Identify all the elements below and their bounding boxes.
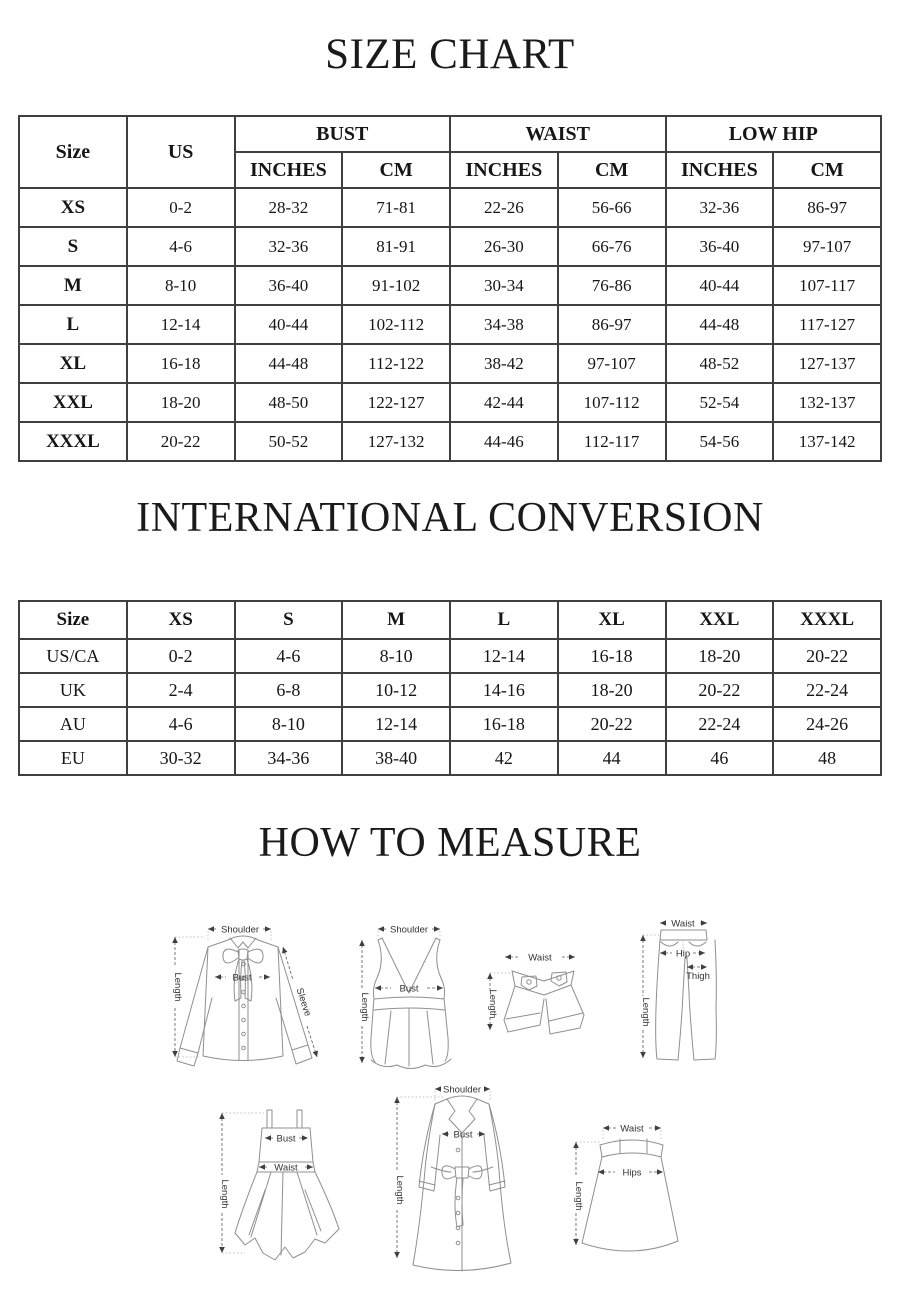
table-cell: 48-52	[666, 344, 774, 383]
table-cell: 12-14	[342, 707, 450, 741]
table-cell: 12-14	[450, 639, 558, 673]
table-cell: 22-26	[450, 188, 558, 227]
table-cell: 30-32	[127, 741, 235, 775]
table-cell: 107-117	[773, 266, 881, 305]
coat-length-label: Length	[394, 1175, 405, 1205]
table-cell: 132-137	[773, 383, 881, 422]
table-cell: 0-2	[127, 639, 235, 673]
column-group-waist: WAIST	[450, 116, 666, 152]
unit-header: INCHES	[450, 152, 558, 188]
table-cell: 10-12	[342, 673, 450, 707]
table-cell: 14-16	[450, 673, 558, 707]
table-cell: 81-91	[342, 227, 450, 266]
table-cell: 30-34	[450, 266, 558, 305]
pants-measurements	[640, 919, 710, 1059]
table-row	[19, 422, 881, 461]
table-cell: 4-6	[127, 227, 235, 266]
pants-thigh-label: Thigh	[686, 971, 710, 982]
dress-waist-label: Waist	[274, 1162, 298, 1174]
shorts-waist-label: Waist	[528, 952, 552, 964]
table-cell: 28-32	[235, 188, 343, 227]
table-cell: 18-20	[666, 639, 774, 673]
size-chart-title: SIZE CHART	[325, 31, 575, 78]
size-label: XXL	[19, 383, 127, 422]
table-cell: 16-18	[127, 344, 235, 383]
table-cell: 4-6	[127, 707, 235, 741]
table-cell: 48-50	[235, 383, 343, 422]
size-label: M	[19, 266, 127, 305]
table-cell: 8-10	[342, 639, 450, 673]
unit-header: CM	[773, 152, 881, 188]
table-cell: 38-40	[342, 741, 450, 775]
table-row	[19, 639, 881, 673]
table-cell: 24-26	[773, 707, 881, 741]
table-cell: 86-97	[558, 305, 666, 344]
table-cell: 112-122	[342, 344, 450, 383]
table-cell: 18-20	[127, 383, 235, 422]
column-header-us: US	[127, 116, 235, 188]
table-cell: 44-46	[450, 422, 558, 461]
region-label: EU	[19, 741, 127, 775]
blouse-sleeve-label: Sleeve	[293, 986, 314, 1018]
table-cell: 97-107	[558, 344, 666, 383]
table-row	[19, 116, 881, 152]
table-row	[19, 188, 881, 227]
table-cell: 54-56	[666, 422, 774, 461]
table-cell: 32-36	[235, 227, 343, 266]
table-cell: 4-6	[235, 639, 343, 673]
pants-length-label: Length	[640, 997, 651, 1027]
blouse-figure	[160, 898, 330, 1075]
tank-top-figure	[355, 898, 460, 1073]
table-cell: 34-38	[450, 305, 558, 344]
table-cell: 112-117	[558, 422, 666, 461]
table-cell: 50-52	[235, 422, 343, 461]
dress-measurements	[219, 1113, 313, 1253]
tank-length-label: Length	[359, 992, 370, 1022]
blouse-bust-label: Bust	[232, 972, 252, 984]
size-chart-table	[18, 115, 882, 462]
table-cell: 66-76	[558, 227, 666, 266]
table-cell: 71-81	[342, 188, 450, 227]
table-cell: 56-66	[558, 188, 666, 227]
size-label: L	[19, 305, 127, 344]
table-cell: 8-10	[127, 266, 235, 305]
column-header: XXXL	[773, 601, 881, 639]
table-row	[19, 673, 881, 707]
region-label: US/CA	[19, 639, 127, 673]
unit-header: INCHES	[666, 152, 774, 188]
region-label: AU	[19, 707, 127, 741]
table-cell: 48	[773, 741, 881, 775]
table-cell: 44-48	[235, 344, 343, 383]
table-cell: 76-86	[558, 266, 666, 305]
size-table-header	[19, 116, 881, 188]
column-group-lowhip: LOW HIP	[666, 116, 882, 152]
table-row	[19, 344, 881, 383]
shorts-figure	[478, 925, 603, 1043]
table-row	[19, 266, 881, 305]
skirt-length-label: Length	[573, 1181, 584, 1211]
table-cell: 32-36	[666, 188, 774, 227]
dress-figure	[215, 1095, 350, 1265]
table-cell: 26-30	[450, 227, 558, 266]
table-cell: 44-48	[666, 305, 774, 344]
table-cell: 97-107	[773, 227, 881, 266]
table-cell: 122-127	[342, 383, 450, 422]
table-cell: 6-8	[235, 673, 343, 707]
table-cell: 2-4	[127, 673, 235, 707]
column-header: XL	[558, 601, 666, 639]
unit-header: INCHES	[235, 152, 343, 188]
coat-outline-drawing	[413, 1096, 511, 1271]
table-cell: 46	[666, 741, 774, 775]
table-cell: 40-44	[666, 266, 774, 305]
unit-header: CM	[342, 152, 450, 188]
table-row	[19, 227, 881, 266]
unit-header: CM	[558, 152, 666, 188]
table-cell: 102-112	[342, 305, 450, 344]
skirt-figure	[565, 1105, 690, 1265]
column-header: XS	[127, 601, 235, 639]
table-cell: 20-22	[558, 707, 666, 741]
table-row	[19, 383, 881, 422]
column-header: XXL	[666, 601, 774, 639]
table-cell: 18-20	[558, 673, 666, 707]
table-cell: 20-22	[127, 422, 235, 461]
table-cell: 20-22	[773, 639, 881, 673]
table-cell: 127-132	[342, 422, 450, 461]
conversion-table	[18, 600, 882, 776]
table-cell: 38-42	[450, 344, 558, 383]
table-row	[19, 305, 881, 344]
how-to-measure-title: HOW TO MEASURE	[258, 820, 642, 866]
column-header-size: Size	[19, 116, 127, 188]
coat-bust-label: Bust	[453, 1129, 473, 1141]
table-cell: 42	[450, 741, 558, 775]
pants-waist-label: Waist	[671, 918, 695, 930]
table-cell: 22-24	[773, 673, 881, 707]
region-label: UK	[19, 673, 127, 707]
tank-bust-label: Bust	[399, 983, 419, 995]
coat-figure	[385, 1075, 520, 1275]
column-header: Size	[19, 601, 127, 639]
size-label: S	[19, 227, 127, 266]
pants-hip-label: Hip	[675, 948, 691, 960]
table-row	[19, 601, 881, 639]
column-header: M	[342, 601, 450, 639]
table-cell: 20-22	[666, 673, 774, 707]
skirt-hips-label: Hips	[622, 1167, 642, 1179]
coat-shoulder-label: Shoulder	[442, 1084, 482, 1096]
size-label: XL	[19, 344, 127, 383]
table-cell: 117-127	[773, 305, 881, 344]
blouse-shoulder-label: Shoulder	[220, 924, 260, 936]
table-cell: 107-112	[558, 383, 666, 422]
table-cell: 8-10	[235, 707, 343, 741]
skirt-waist-label: Waist	[620, 1123, 644, 1135]
table-cell: 16-18	[558, 639, 666, 673]
table-cell: 40-44	[235, 305, 343, 344]
skirt-outline-drawing	[582, 1139, 678, 1251]
pants-figure	[630, 898, 725, 1070]
shorts-outline-drawing	[504, 971, 584, 1034]
table-cell: 44	[558, 741, 666, 775]
dress-length-label: Length	[219, 1179, 230, 1209]
column-header: L	[450, 601, 558, 639]
table-cell: 34-36	[235, 741, 343, 775]
table-cell: 22-24	[666, 707, 774, 741]
blouse-length-label: Length	[172, 972, 183, 1002]
column-group-bust: BUST	[235, 116, 451, 152]
table-cell: 16-18	[450, 707, 558, 741]
tank-top-outline-drawing	[371, 938, 451, 1069]
size-label: XXXL	[19, 422, 127, 461]
dress-outline-drawing	[235, 1110, 339, 1260]
table-cell: 127-137	[773, 344, 881, 383]
table-cell: 36-40	[666, 227, 774, 266]
blouse-outline-drawing	[177, 936, 312, 1066]
conversion-title: INTERNATIONAL CONVERSION	[136, 495, 764, 541]
table-cell: 36-40	[235, 266, 343, 305]
table-cell: 86-97	[773, 188, 881, 227]
size-label: XS	[19, 188, 127, 227]
table-cell: 12-14	[127, 305, 235, 344]
tank-shoulder-label: Shoulder	[389, 924, 429, 936]
table-cell: 0-2	[127, 188, 235, 227]
table-row	[19, 741, 881, 775]
table-cell: 52-54	[666, 383, 774, 422]
table-cell: 42-44	[450, 383, 558, 422]
table-cell: 91-102	[342, 266, 450, 305]
shorts-length-label: Length	[487, 989, 498, 1019]
column-header: S	[235, 601, 343, 639]
table-row	[19, 707, 881, 741]
conversion-table-header	[19, 601, 881, 639]
dress-bust-label: Bust	[276, 1133, 296, 1145]
table-cell: 137-142	[773, 422, 881, 461]
